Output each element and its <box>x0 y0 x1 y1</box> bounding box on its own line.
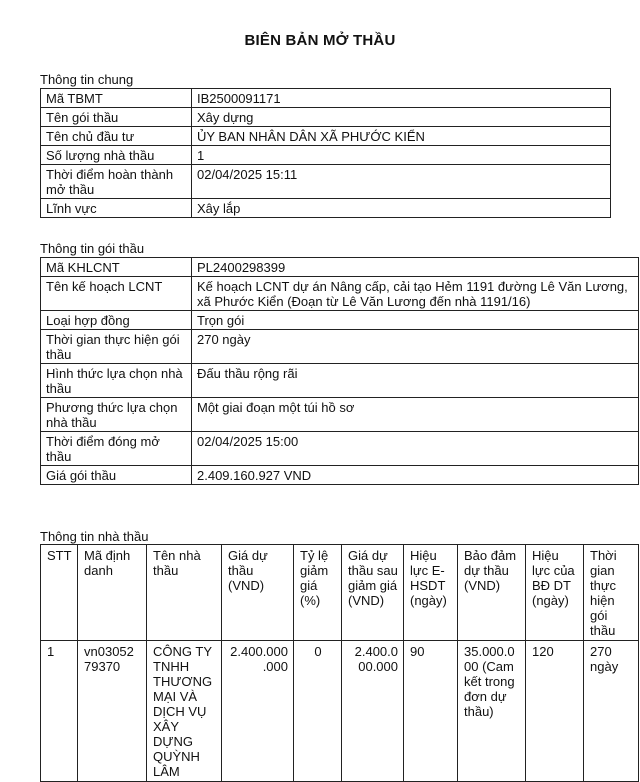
table-row <box>41 466 639 485</box>
field-label: Tên chủ đầu tư <box>41 127 192 146</box>
column-header: Hiệu lực E-HSDT (ngày) <box>404 545 458 641</box>
table-row <box>41 641 639 782</box>
field-value: Đấu thầu rộng rãi <box>192 364 639 398</box>
table-row <box>41 432 639 466</box>
column-header: STT <box>41 545 78 641</box>
table-row <box>41 146 611 165</box>
table-cell: 90 <box>404 641 458 782</box>
column-header: Giá dự thầu sau giảm giá (VND) <box>342 545 404 641</box>
column-header: Tên nhà thầu <box>147 545 222 641</box>
table-header-row <box>41 545 639 641</box>
field-value: Xây dựng <box>192 108 611 127</box>
field-label: Hình thức lựa chọn nhà thầu <box>41 364 192 398</box>
table-row <box>41 330 639 364</box>
field-label: Số lượng nhà thầu <box>41 146 192 165</box>
field-value: PL2400298399 <box>192 258 639 277</box>
table-cell: CÔNG TY TNHH THƯƠNG MẠI VÀ DỊCH VỤ XÂY DỰNG QUỲNH LÂM <box>147 641 222 782</box>
field-value: 2.409.160.927 VND <box>192 466 639 485</box>
column-header: Bảo đảm dự thầu (VND) <box>458 545 526 641</box>
field-value: IB2500091171 <box>192 89 611 108</box>
table-cell: 2.400.000.000 <box>222 641 294 782</box>
table-cell: 2.400.000.000 <box>342 641 404 782</box>
field-value: 02/04/2025 15:11 <box>192 165 611 199</box>
table-row <box>41 277 639 311</box>
package-info-heading: Thông tin gói thầu <box>40 241 145 256</box>
field-label: Thời điểm hoàn thành mở thầu <box>41 165 192 199</box>
field-label: Loại hợp đồng <box>41 311 192 330</box>
table-row <box>41 364 639 398</box>
table-row <box>41 199 611 218</box>
table-row <box>41 165 611 199</box>
contractor-table <box>40 544 639 782</box>
contractor-info-heading: Thông tin nhà thầu <box>40 529 149 544</box>
field-label: Mã KHLCNT <box>41 258 192 277</box>
field-label: Tên kế hoạch LCNT <box>41 277 192 311</box>
field-label: Phương thức lựa chọn nhà thầu <box>41 398 192 432</box>
field-value: 02/04/2025 15:00 <box>192 432 639 466</box>
table-cell: 270 ngày <box>584 641 639 782</box>
field-value: 1 <box>192 146 611 165</box>
column-header: Thời gian thực hiện gói thầu <box>584 545 639 641</box>
field-label: Mã TBMT <box>41 89 192 108</box>
field-value: ỦY BAN NHÂN DÂN XÃ PHƯỚC KIỂN <box>192 127 611 146</box>
table-row <box>41 258 639 277</box>
table-row <box>41 89 611 108</box>
table-cell: 35.000.000 (Cam kết trong đơn dự thầu) <box>458 641 526 782</box>
field-value: 270 ngày <box>192 330 639 364</box>
table-row <box>41 127 611 146</box>
table-cell: 1 <box>41 641 78 782</box>
field-value: Trọn gói <box>192 311 639 330</box>
package-info-table <box>40 257 639 485</box>
column-header: Giá dự thầu (VND) <box>222 545 294 641</box>
table-row <box>41 398 639 432</box>
field-value: Kế hoạch LCNT dự án Nâng cấp, cải tạo Hẻm 1191 đường Lê Văn Lương, xã Phước Kiển (Đoạn từ Lê Văn Lương đến nhà 1191/16) <box>192 277 639 311</box>
table-row <box>41 311 639 330</box>
table-cell: 120 <box>526 641 584 782</box>
field-label: Lĩnh vực <box>41 199 192 218</box>
column-header: Mã định danh <box>78 545 147 641</box>
field-value: Một giai đoạn một túi hồ sơ <box>192 398 639 432</box>
general-info-heading: Thông tin chung <box>40 72 134 87</box>
field-label: Thời điểm đóng mở thầu <box>41 432 192 466</box>
table-row <box>41 108 611 127</box>
table-cell: 0 <box>294 641 342 782</box>
field-label: Giá gói thầu <box>41 466 192 485</box>
field-value: Xây lắp <box>192 199 611 218</box>
field-label: Thời gian thực hiện gói thầu <box>41 330 192 364</box>
column-header: Hiệu lực của BĐ DT (ngày) <box>526 545 584 641</box>
table-cell: vn0305279370 <box>78 641 147 782</box>
general-info-table <box>40 88 611 218</box>
field-label: Tên gói thầu <box>41 108 192 127</box>
column-header: Tỷ lệ giảm giá (%) <box>294 545 342 641</box>
document-title: BIÊN BẢN MỞ THẦU <box>244 32 396 49</box>
